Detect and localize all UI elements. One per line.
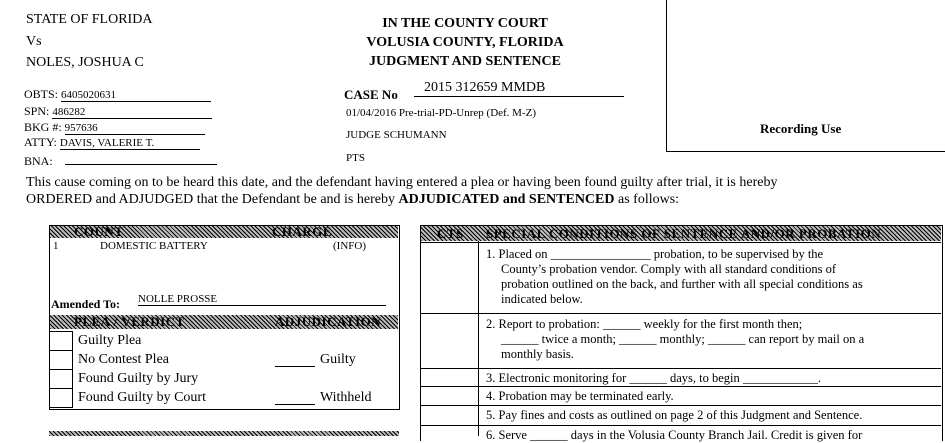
cts-header: CTS — [437, 226, 464, 241]
case-no-label: CASE No — [344, 87, 398, 102]
bkg-row — [24, 120, 205, 135]
atty-label: ATTY: — [24, 135, 57, 149]
atty-row — [24, 135, 200, 150]
conditions-header: SPECIAL CONDITIONS OF SENTENCE AND/OR PROBATION — [486, 226, 882, 241]
row-divider — [421, 368, 941, 369]
obts-row — [24, 87, 211, 102]
state-label: STATE OF FLORIDA — [26, 12, 153, 27]
count-header: COUNT — [74, 224, 124, 239]
found-guilty-court-checkbox[interactable] — [49, 388, 73, 408]
bna-value — [65, 152, 217, 165]
court-title-1: IN THE COUNTY COURT — [382, 16, 548, 31]
versus-label: Vs — [26, 34, 42, 49]
plea-header: PLEA / VERDICT — [74, 314, 185, 329]
row-divider — [421, 242, 941, 243]
no-contest-plea-label: No Contest Plea — [78, 352, 169, 367]
next-section-bar — [49, 431, 399, 436]
spn-label: SPN: — [24, 104, 50, 118]
condition-6: 6. Serve ______ days in the Volusia County Branch Jail. Credit is given for — [486, 428, 863, 442]
atty-value: DAVIS, VALERIE T. — [60, 137, 200, 150]
condition-1 — [486, 247, 863, 307]
condition-1-line-b: County’s probation vendor. Comply with all standard conditions of — [501, 262, 837, 276]
row-divider — [421, 313, 941, 314]
intro-line-2c: as follows: — [614, 192, 680, 207]
case-number: 2015 312659 MMDB — [414, 80, 624, 97]
row-divider — [421, 425, 941, 426]
intro-line-2a: ORDERED and ADJUDGED that the Defendant be and is hereby — [26, 192, 399, 207]
intro-adjudicated: ADJUDICATED and SENTENCED — [398, 192, 615, 207]
withheld-adjudication-label: Withheld — [320, 390, 372, 405]
adjudication-header: ADJUDICATION — [275, 314, 382, 329]
row-divider — [421, 405, 941, 406]
obts-label: OBTS: — [24, 87, 59, 101]
condition-1-line-d: indicated below. — [501, 292, 583, 306]
found-guilty-jury-label: Found Guilty by Jury — [78, 371, 199, 386]
charge-description: DOMESTIC BATTERY — [100, 240, 208, 252]
condition-2-line-a: 2. Report to probation: ______ weekly for the first month then; — [486, 317, 803, 331]
court-title-3: JUDGMENT AND SENTENCE — [369, 54, 561, 69]
count-header-bar — [50, 226, 398, 238]
condition-1-line-a: 1. Placed on ________________ probation, to be supervised by the — [486, 247, 824, 261]
bkg-value: 957636 — [65, 122, 205, 135]
intro-line-2 — [26, 192, 679, 208]
obts-value: 6405020631 — [61, 89, 211, 102]
condition-5: 5. Pay fines and costs as outlined on page 2 of this Judgment and Sentence. — [486, 408, 863, 422]
case-status-line: 01/04/2016 Pre-trial-PD-Unrep (Def. M-Z) — [346, 107, 537, 119]
found-guilty-court-label: Found Guilty by Court — [78, 390, 206, 405]
condition-4: 4. Probation may be terminated early. — [486, 389, 674, 403]
condition-2 — [486, 317, 864, 362]
found-guilty-jury-checkbox[interactable] — [49, 369, 73, 389]
amended-to-value: NOLLE PROSSE — [138, 293, 386, 306]
guilty-blank[interactable] — [275, 366, 315, 367]
guilty-adjudication-label: Guilty — [320, 352, 356, 367]
bkg-label: BKG #: — [24, 120, 62, 134]
spn-row — [24, 104, 212, 119]
guilty-plea-label: Guilty Plea — [78, 333, 142, 348]
condition-2-line-c: monthly basis. — [501, 347, 574, 361]
condition-1-line-c: probation outlined on the back, and further with all special conditions as — [501, 277, 863, 291]
plea-header-bar — [50, 315, 398, 329]
bna-row — [24, 152, 217, 169]
judge-name: JUDGE SCHUMANN — [346, 129, 447, 141]
condition-3: 3. Electronic monitoring for ______ days, to begin ____________. — [486, 371, 822, 385]
guilty-plea-checkbox[interactable] — [49, 331, 73, 351]
charge-type: (INFO) — [333, 240, 366, 252]
row-divider — [421, 386, 941, 387]
pts-label: PTS — [346, 152, 365, 164]
charge-header: CHARGE — [272, 224, 333, 239]
no-contest-plea-checkbox[interactable] — [49, 350, 73, 370]
amended-to-label: Amended To: — [51, 297, 121, 311]
withheld-blank[interactable] — [275, 404, 315, 405]
count-number: 1 — [53, 240, 59, 252]
court-title-2: VOLUSIA COUNTY, FLORIDA — [366, 35, 564, 50]
recording-use-label: Recording Use — [760, 121, 842, 136]
conditions-header-bar — [421, 226, 941, 241]
spn-value: 486282 — [52, 106, 212, 119]
bna-label: BNA: — [24, 154, 53, 168]
intro-line-1: This cause coming on to be heard this date, and the defendant having entered a plea or having been found guilty after trial, it is hereby — [26, 175, 778, 190]
defendant-name: NOLES, JOSHUA C — [26, 55, 144, 70]
condition-2-line-b: ______ twice a month; ______ monthly; ______ can report by mail on a — [501, 332, 865, 346]
